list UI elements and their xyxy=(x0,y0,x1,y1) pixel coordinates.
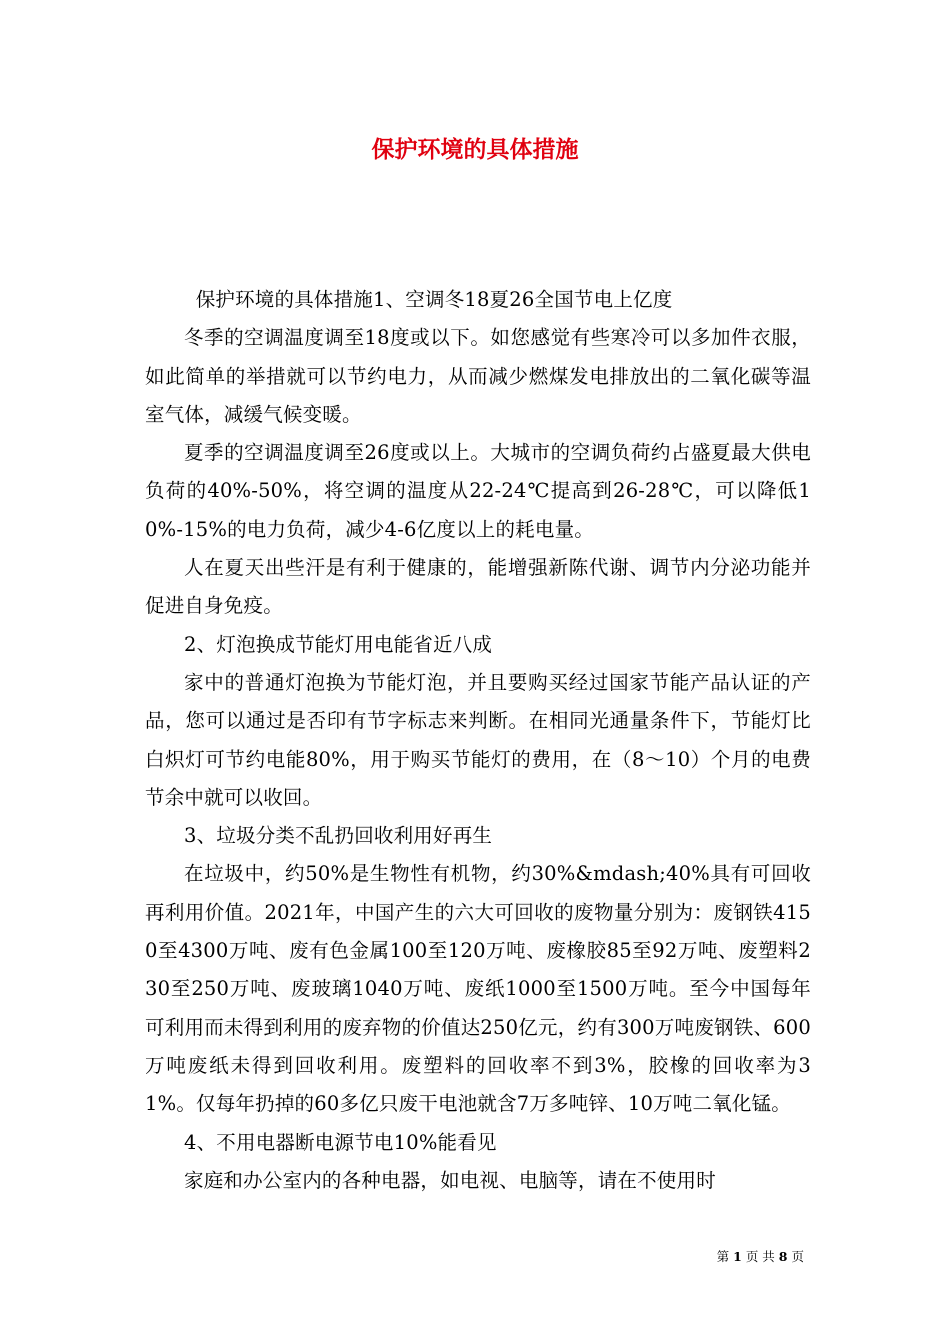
footer-prefix: 第 xyxy=(716,1249,730,1264)
footer-total-pages: 8 xyxy=(778,1249,788,1264)
paragraph: 夏季的空调温度调至26度或以上。大城市的空调负荷约占盛夏最大供电负荷的40%-50%，将空调的温度从22-24℃提高到26-28℃，可以降低10%-15%的电力负荷，减少4-6亿度以上的耗电量。 xyxy=(145,441,811,541)
paragraph: 保护环境的具体措施1、空调冬18夏26全国节电上亿度 xyxy=(195,288,673,311)
footer-page-number: 1 xyxy=(733,1249,742,1264)
paragraph: 在垃圾中，约50%是生物性有机物，约30%&mdash;40%具有可回收再利用价值。2021年，中国产生的六大可回收的废物量分别为：废钢铁4150至4300万吨、废有色金属100至120万吨、废橡胶85至92万吨、废塑料230至250万吨、废玻璃1040万吨、废纸1000至1500万吨。至今中国每年可利用而未得到利用的废弃物的价值达250亿元，约有300万吨废钢铁、600万吨废纸未得到回收利用。废塑料的回收率不到3%，胶橡的回收率为31%。仅每年扔掉的60多亿只废干电池就含7万多吨锌、10万吨二氧化锰。 xyxy=(145,862,811,1116)
paragraph: 家庭和办公室内的各种电器，如电视、电脑等，请在不使用时 xyxy=(184,1168,716,1192)
document-title: 保护环境的具体措施 xyxy=(371,136,579,163)
section-heading: 3、垃圾分类不乱扔回收利用好再生 xyxy=(184,824,493,848)
document-body xyxy=(145,281,811,1200)
page-footer xyxy=(717,1248,804,1266)
footer-suffix: 页 xyxy=(791,1249,804,1264)
paragraph: 人在夏天出些汗是有利于健康的，能增强新陈代谢、调节内分泌功能并促进自身免疫。 xyxy=(145,556,811,618)
paragraph: 家中的普通灯泡换为节能灯泡，并且要购买经过国家节能产品认证的产品，您可以通过是否印有节字标志来判断。在相同光通量条件下，节能灯比白炽灯可节约电能80%，用于购买节能灯的费用，在（8～10）个月的电费节余中就可以收回。 xyxy=(145,670,811,809)
section-heading: 2、灯泡换成节能灯用电能省近八成 xyxy=(184,632,493,656)
section-heading: 4、不用电器断电源节电10%能看见 xyxy=(184,1130,497,1154)
paragraph: 冬季的空调温度调至18度或以下。如您感觉有些寒冷可以多加件衣服，如此简单的举措就可以节约电力，从而减少燃煤发电排放出的二氧化碳等温室气体，减缓气候变暖。 xyxy=(145,326,811,426)
footer-middle: 页 共 xyxy=(745,1249,775,1264)
